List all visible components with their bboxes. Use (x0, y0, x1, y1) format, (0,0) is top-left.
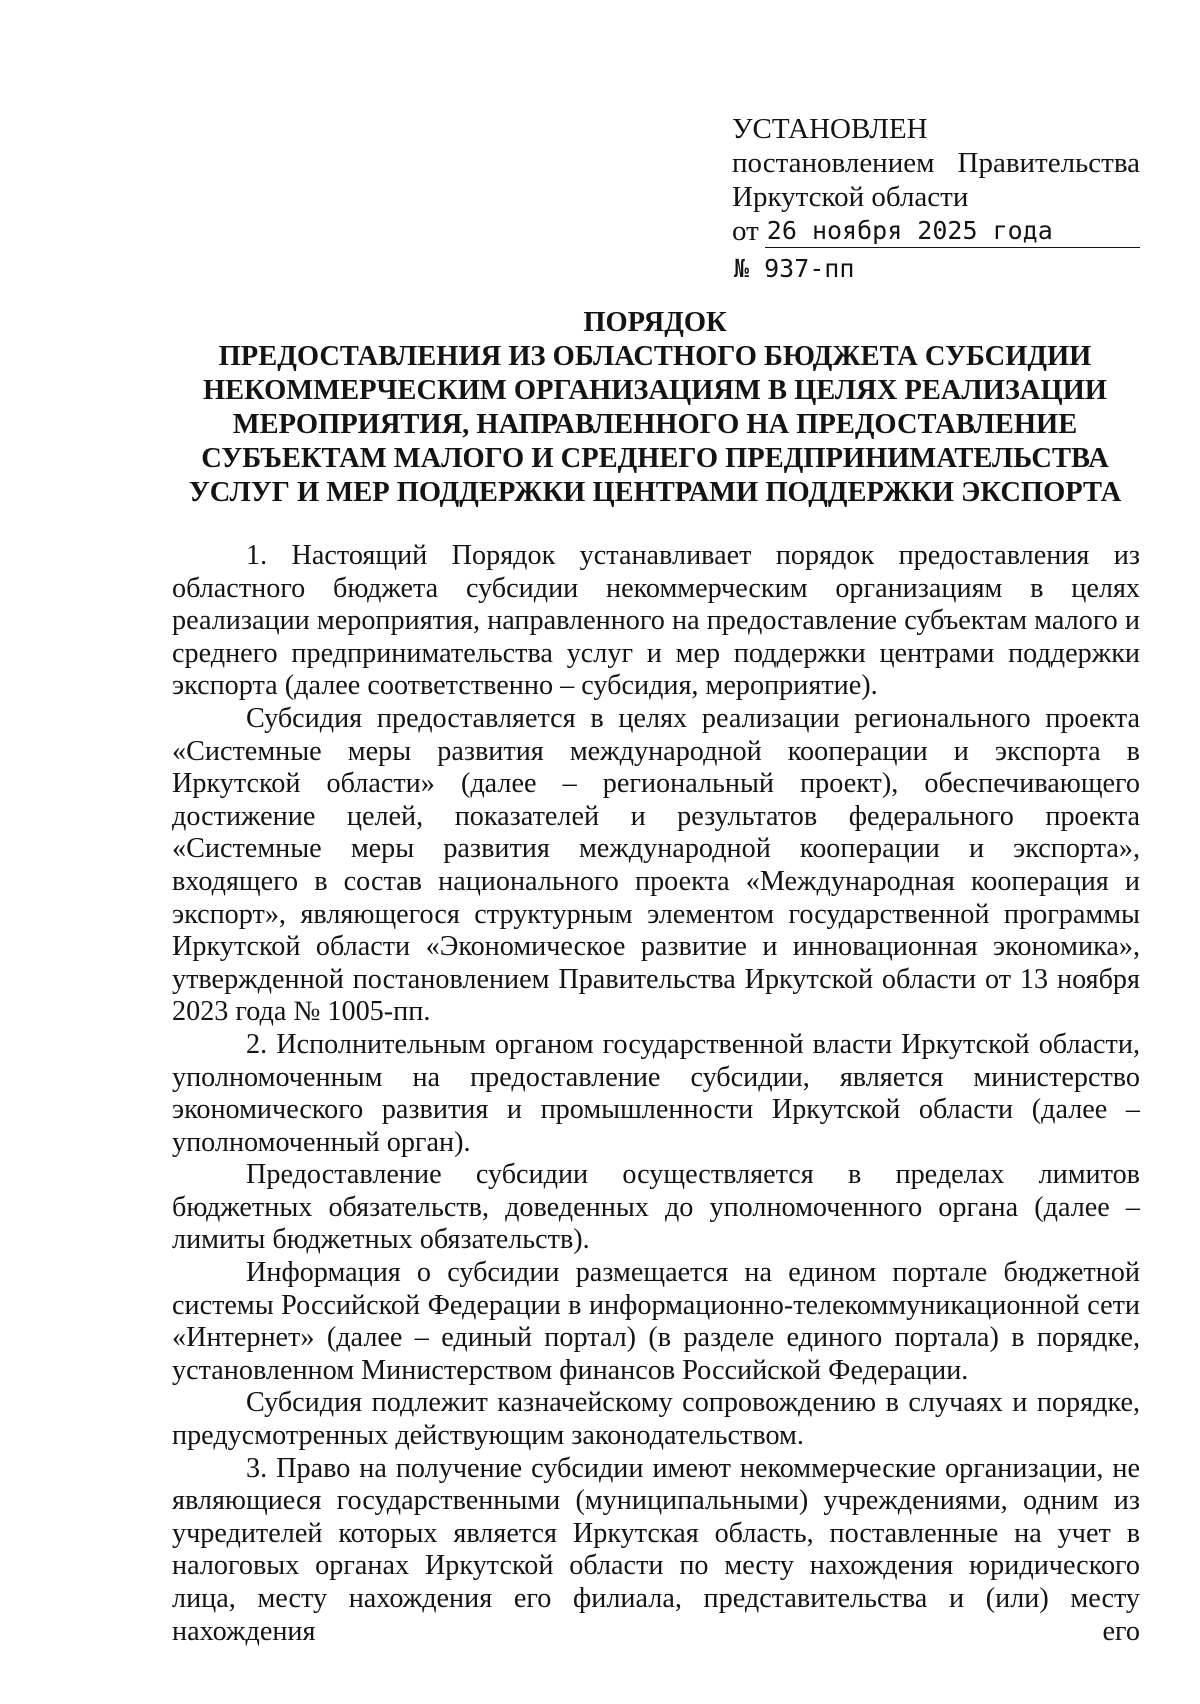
approval-number: № 937-пп (734, 254, 855, 283)
approval-authority-right: Правительства (957, 147, 1140, 179)
title-line: МЕРОПРИЯТИЯ, НАПРАВЛЕННОГО НА ПРЕДОСТАВЛЕНИЕ (232, 409, 1078, 440)
title-line: УСЛУГ И МЕР ПОДДЕРЖКИ ЦЕНТРАМИ ПОДДЕРЖКИ ЭКСПОРТА (188, 477, 1122, 508)
body-paragraph: Предоставление субсидии осуществляется в пределах лимитов бюджетных обязательств, доведенных до уполномоченного органа (далее – лимиты бюджетных обязательств). (172, 1159, 1140, 1256)
body-paragraph: 1. Настоящий Порядок устанавливает порядок предоставления из областного бюджета субсидии некоммерческим организациям в целях реализации мероприятия, направленного на предоставление субъектам малого и среднего предпринимательства услуг и мер поддержки центрами поддержки экспорта (далее соответственно – субсидия, мероприятие). (172, 540, 1140, 702)
body-paragraph: 3. Право на получение субсидии имеют некоммерческие организации, не являющиеся государственными (муниципальными) учреждениями, одним из учредителей которых является Иркутская область, поставленные на учет в налоговых органах Иркутской области по месту нахождения юридического лица, месту нахождения его филиала, представительства и (или) месту нахождения его (172, 1452, 1140, 1647)
document-body (172, 540, 1140, 1648)
title-line: ПРЕДОСТАВЛЕНИЯ ИЗ ОБЛАСТНОГО БЮДЖЕТА СУБСИДИИ (218, 341, 1092, 372)
approval-authority-left: постановлением (732, 147, 935, 179)
title-line: ПОРЯДОК (583, 307, 727, 338)
body-paragraph: Субсидия подлежит казначейскому сопровождению в случаях и порядке, предусмотренных действующим законодательством. (172, 1387, 1140, 1452)
approval-date: 26 ноября 2025 года (765, 215, 1140, 248)
body-paragraph: Субсидия предоставляется в целях реализации регионального проекта «Системные меры развития международной кооперации и экспорта в Иркутской области» (далее – региональный проект), обеспечивающего достижение целей, показателей и результатов федерального проекта «Системные меры развития международной кооперации и экспорта», входящего в состав национального проекта «Международная кооперация и экспорт», являющегося структурным элементом государственной программы Иркутской области «Экономическое развитие и инновационная экономика», утвержденной постановлением Правительства Иркутской области от 13 ноября 2023 года № 1005-пп. (172, 702, 1140, 1028)
title-line: СУБЪЕКТАМ МАЛОГО И СРЕДНЕГО ПРЕДПРИНИМАТЕЛЬСТВА (201, 443, 1109, 474)
approval-region: Иркутской области (732, 181, 969, 213)
approval-date-prefix: от (732, 215, 759, 247)
body-paragraph: Информация о субсидии размещается на едином портале бюджетной системы Российской Федерации в информационно-телекоммуникационной сети «Интернет» (далее – единый портал) (в разделе единого портала) в порядке, установленном Министерством финансов Российской Федерации. (172, 1257, 1140, 1386)
approval-stamp (732, 112, 1140, 286)
body-paragraph: 2. Исполнительным органом государственной власти Иркутской области, уполномоченным на предоставление субсидии, является министерство экономического развития и промышленности Иркутской области (далее – уполномоченный орган). (172, 1028, 1140, 1158)
document-title (170, 306, 1140, 510)
approval-heading: УСТАНОВЛЕН (732, 113, 928, 145)
approval-date-line (732, 214, 1140, 248)
title-line: НЕКОММЕРЧЕСКИМ ОРГАНИЗАЦИЯМ В ЦЕЛЯХ РЕАЛИЗАЦИИ (203, 375, 1107, 406)
approval-authority-line (732, 146, 1140, 180)
